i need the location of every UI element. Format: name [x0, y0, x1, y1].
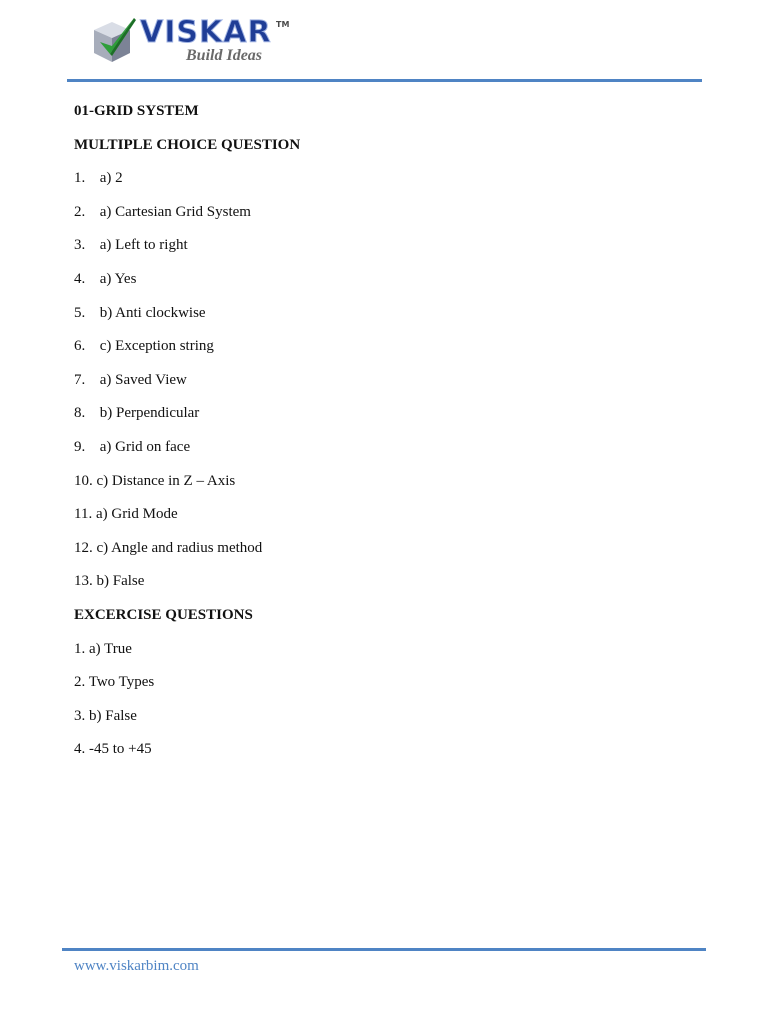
list-item	[74, 302, 694, 336]
item-answer: c) Distance in Z – Axis	[96, 472, 236, 489]
item-answer: a) 2	[99, 170, 123, 187]
item-answer: c) Angle and radius method	[96, 539, 263, 556]
item-number: 3.	[74, 237, 86, 254]
list-item	[74, 167, 694, 201]
list-item: 1. a) True	[74, 640, 132, 657]
item-answer: a) Left to right	[99, 237, 188, 254]
item-answer: c) Exception string	[99, 338, 214, 355]
list-item: 3. b) False	[74, 707, 137, 724]
list-item	[74, 335, 694, 369]
list-item: 4. -45 to +45	[74, 741, 152, 758]
exercise-heading: EXCERCISE QUESTIONS	[74, 606, 253, 623]
list-item: 2. Two Types	[74, 674, 155, 691]
item-answer: a) Grid Mode	[95, 506, 178, 523]
item-answer: b) False	[96, 573, 145, 590]
item-answer: b) Anti clockwise	[99, 304, 206, 321]
item-number: 2.	[74, 203, 86, 220]
website-link[interactable]: www.viskarbim.com	[74, 958, 199, 974]
list-item	[74, 268, 694, 302]
list-item	[74, 436, 694, 470]
list-item	[74, 234, 694, 268]
header-divider	[67, 79, 702, 82]
item-answer: b) Perpendicular	[99, 405, 200, 422]
item-number: 6.	[74, 338, 86, 355]
item-number: 10.	[74, 472, 93, 489]
brand-tagline: Build Ideas	[186, 47, 263, 64]
item-answer: a) Cartesian Grid System	[99, 203, 251, 220]
list-item	[74, 369, 694, 403]
document-title: 01-GRID SYSTEM	[74, 103, 199, 119]
item-number: 1.	[74, 170, 86, 187]
list-item	[74, 503, 694, 537]
list-item	[74, 402, 694, 436]
item-number: 4.	[74, 270, 86, 287]
item-answer: a) Saved View	[99, 371, 187, 388]
list-item	[74, 537, 694, 571]
item-number: 13.	[74, 573, 93, 590]
footer-divider	[62, 948, 706, 951]
cube-check-icon	[90, 16, 138, 66]
viskar-logo	[90, 14, 300, 68]
list-item	[74, 201, 694, 235]
list-item	[74, 570, 694, 604]
item-number: 9.	[74, 438, 86, 455]
item-number: 12.	[74, 539, 93, 556]
item-number: 7.	[74, 371, 86, 388]
list-item	[74, 470, 694, 504]
item-number: 5.	[74, 304, 86, 321]
brand-name: VISKAR	[140, 15, 272, 50]
item-answer: a) Yes	[99, 270, 137, 287]
trademark-symbol: TM	[276, 20, 290, 29]
answer-key	[74, 100, 694, 772]
item-number: 8.	[74, 405, 86, 422]
mcq-heading: MULTIPLE CHOICE QUESTION	[74, 136, 301, 153]
item-answer: a) Grid on face	[99, 438, 191, 455]
item-number: 11.	[74, 506, 93, 523]
